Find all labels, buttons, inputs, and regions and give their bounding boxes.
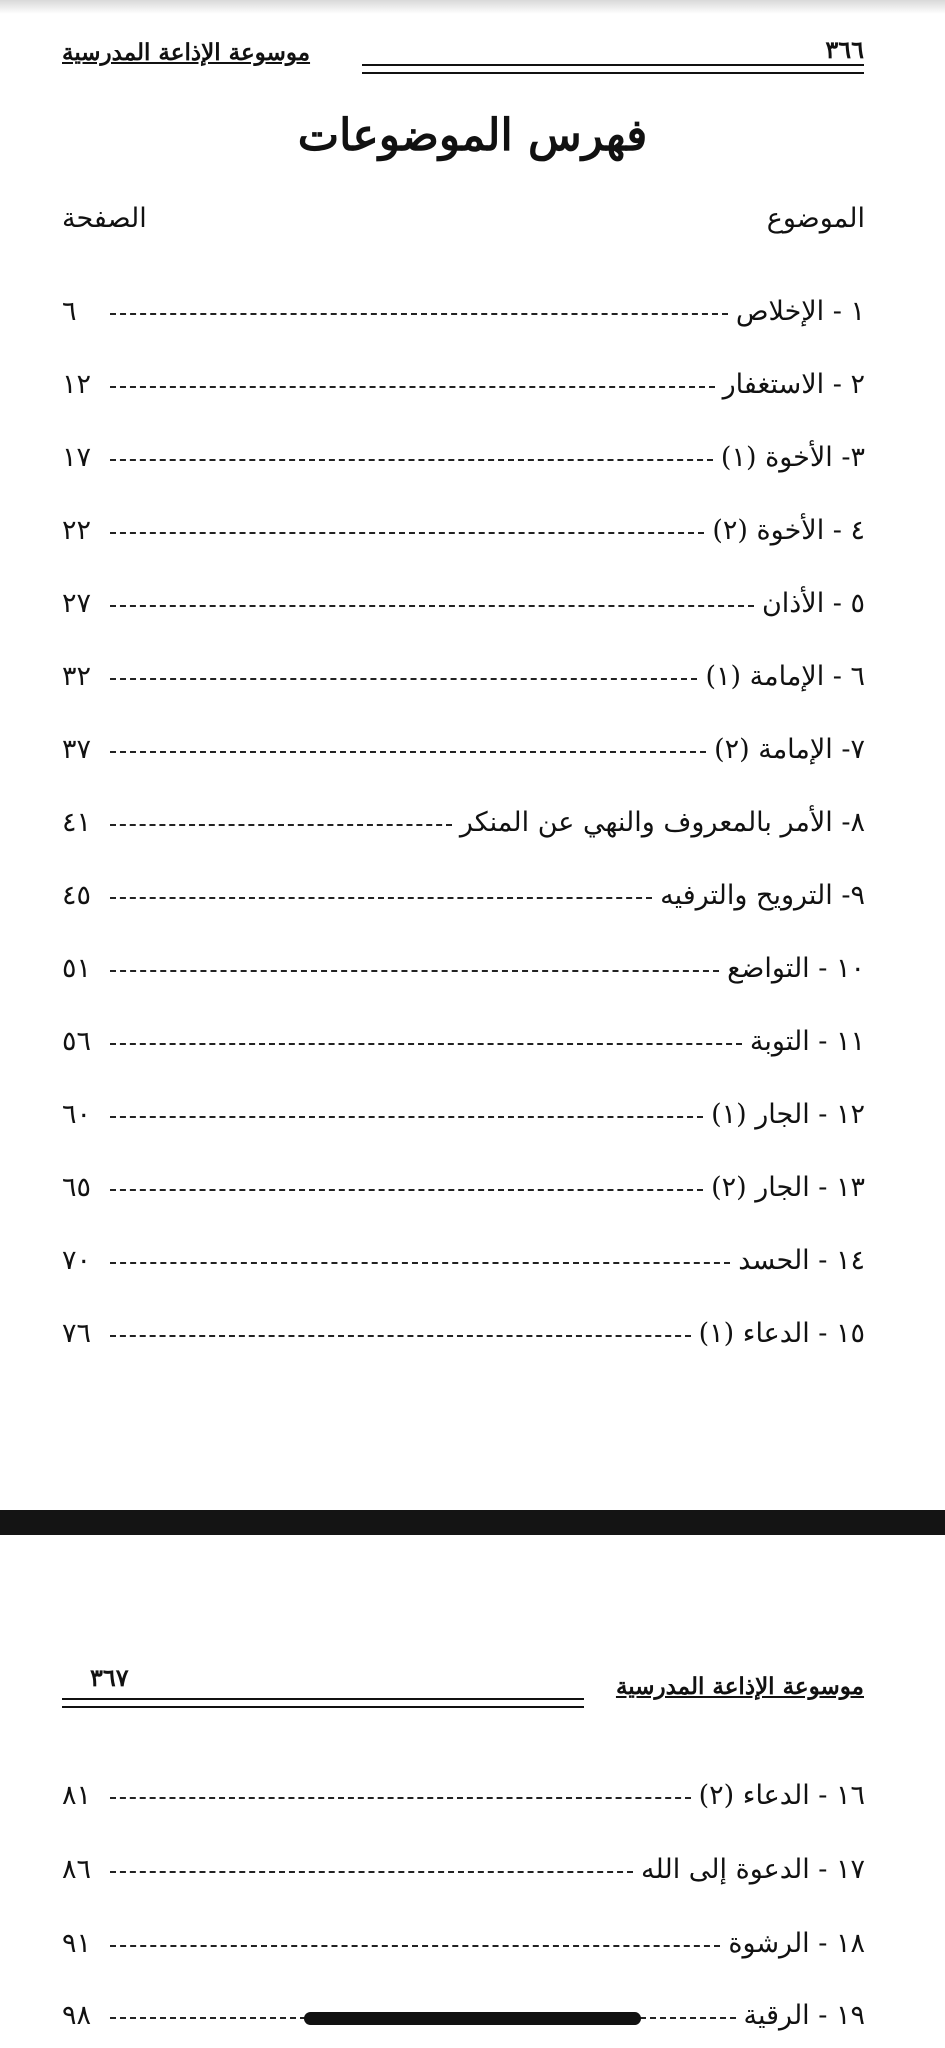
toc-entry-label: ٣- الأخوة (١) [720, 441, 865, 473]
toc-entry-page: ٢٧ [62, 587, 92, 619]
header-rule [362, 64, 864, 74]
toc-entry-page: ٤٥ [62, 879, 92, 911]
toc-entry [62, 1240, 865, 1280]
toc-entry [62, 1167, 865, 1207]
toc-entry [62, 510, 865, 550]
leader-dashes [110, 1189, 703, 1191]
toc-entry-page: ٣٢ [62, 660, 92, 692]
toc-entry-label: ١٨ - الرشوة [728, 1927, 865, 1959]
toc-entry [62, 583, 865, 623]
toc-entry-page: ٦٥ [62, 1171, 92, 1203]
leader-dashes [110, 897, 652, 899]
toc-entry-label: ٢ - الاستغفار [722, 368, 865, 400]
toc-entry [62, 802, 865, 842]
leader-dashes [110, 1797, 691, 1799]
column-heading-topic: الموضوع [766, 203, 865, 234]
toc-entry-page: ٨٦ [62, 1853, 92, 1885]
book-title: موسوعة الإذاعة المدرسية [615, 1673, 864, 1700]
toc-entry [62, 1021, 865, 1061]
toc-entry-page: ٥٦ [62, 1025, 92, 1057]
leader-dashes [110, 532, 704, 534]
toc-entry-page: ٩٨ [62, 1999, 92, 2031]
index-title: فهرس الموضوعات [297, 110, 648, 161]
toc-entry-page: ٧٦ [62, 1317, 92, 1349]
page-header [62, 35, 864, 68]
toc-entry [62, 1313, 865, 1353]
toc-entry-label: ١٥ - الدعاء (١) [698, 1317, 865, 1349]
toc-entry-label: ١٩ - الرقية [743, 1999, 865, 2031]
leader-dashes [110, 459, 713, 461]
header-rule [62, 1698, 584, 1708]
toc-entry-page: ٧٠ [62, 1244, 92, 1276]
toc-entry [62, 656, 865, 696]
toc-entry-page: ٢٢ [62, 514, 92, 546]
toc-entry-label: ٦ - الإمامة (١) [705, 660, 865, 692]
toc-entry [62, 1775, 865, 1815]
page-number: ٣٦٦ [825, 35, 864, 64]
leader-dashes [110, 678, 697, 680]
leader-dashes [110, 751, 706, 753]
toc-entry [62, 1094, 865, 1134]
home-indicator[interactable] [304, 2012, 641, 2025]
toc-entry [62, 437, 865, 477]
toc-entry [62, 729, 865, 769]
leader-dashes [110, 605, 754, 607]
toc-entry-page: ٩١ [62, 1927, 92, 1959]
toc-entry [62, 1923, 865, 1963]
book-title: موسوعة الإذاعة المدرسية [62, 39, 311, 66]
toc-entry-page: ٥١ [62, 952, 92, 984]
leader-dashes [110, 970, 719, 972]
toc-entry [62, 364, 865, 404]
toc-entry-label: ١٣ - الجار (٢) [711, 1171, 865, 1203]
toc-entry-page: ٤١ [62, 806, 92, 838]
toc-entry-label: ١٢ - الجار (١) [711, 1098, 865, 1130]
toc-entry [62, 1849, 865, 1889]
toc-entry [62, 948, 865, 988]
toc-entry-page: ١٢ [62, 368, 92, 400]
leader-dashes [110, 824, 452, 826]
leader-dashes [110, 1945, 720, 1947]
toc-entry [62, 291, 865, 331]
page-header [62, 1663, 864, 1702]
toc-entry-label: ١٦ - الدعاء (٢) [698, 1779, 865, 1811]
leader-dashes [110, 1335, 691, 1337]
leader-dashes [110, 1871, 633, 1873]
toc-entry-label: ٨- الأمر بالمعروف والنهي عن المنكر [459, 806, 865, 838]
toc-entry-label: ٥ - الأذان [761, 587, 865, 619]
toc-entry-page: ٨١ [62, 1779, 92, 1811]
leader-dashes [110, 1116, 703, 1118]
page-separator [0, 1510, 945, 1535]
leader-dashes [110, 1043, 742, 1045]
leader-dashes [110, 313, 728, 315]
column-heading-page: الصفحة [62, 203, 147, 234]
toc-entry-label: ١٤ - الحسد [738, 1244, 865, 1276]
toc-entry-page: ٦ [62, 295, 77, 327]
toc-entry-page: ٦٠ [62, 1098, 92, 1130]
toc-entry-label: ٩- الترويح والترفيه [660, 879, 865, 911]
toc-entry [62, 875, 865, 915]
leader-dashes [110, 386, 715, 388]
toc-entry-label: ١٧ - الدعوة إلى الله [641, 1853, 865, 1885]
toc-entry-label: ١ - الإخلاص [735, 295, 865, 327]
page-number: ٣٦٧ [90, 1663, 129, 1692]
toc-entry-page: ١٧ [62, 441, 92, 473]
toc-entry-label: ٧- الإمامة (٢) [714, 733, 865, 765]
toc-entry-label: ١٠ - التواضع [727, 952, 865, 984]
toc-entry-label: ٤ - الأخوة (٢) [712, 514, 865, 546]
leader-dashes [110, 1262, 730, 1264]
toc-entry-label: ١١ - التوبة [749, 1025, 865, 1057]
toc-entry-page: ٣٧ [62, 733, 92, 765]
